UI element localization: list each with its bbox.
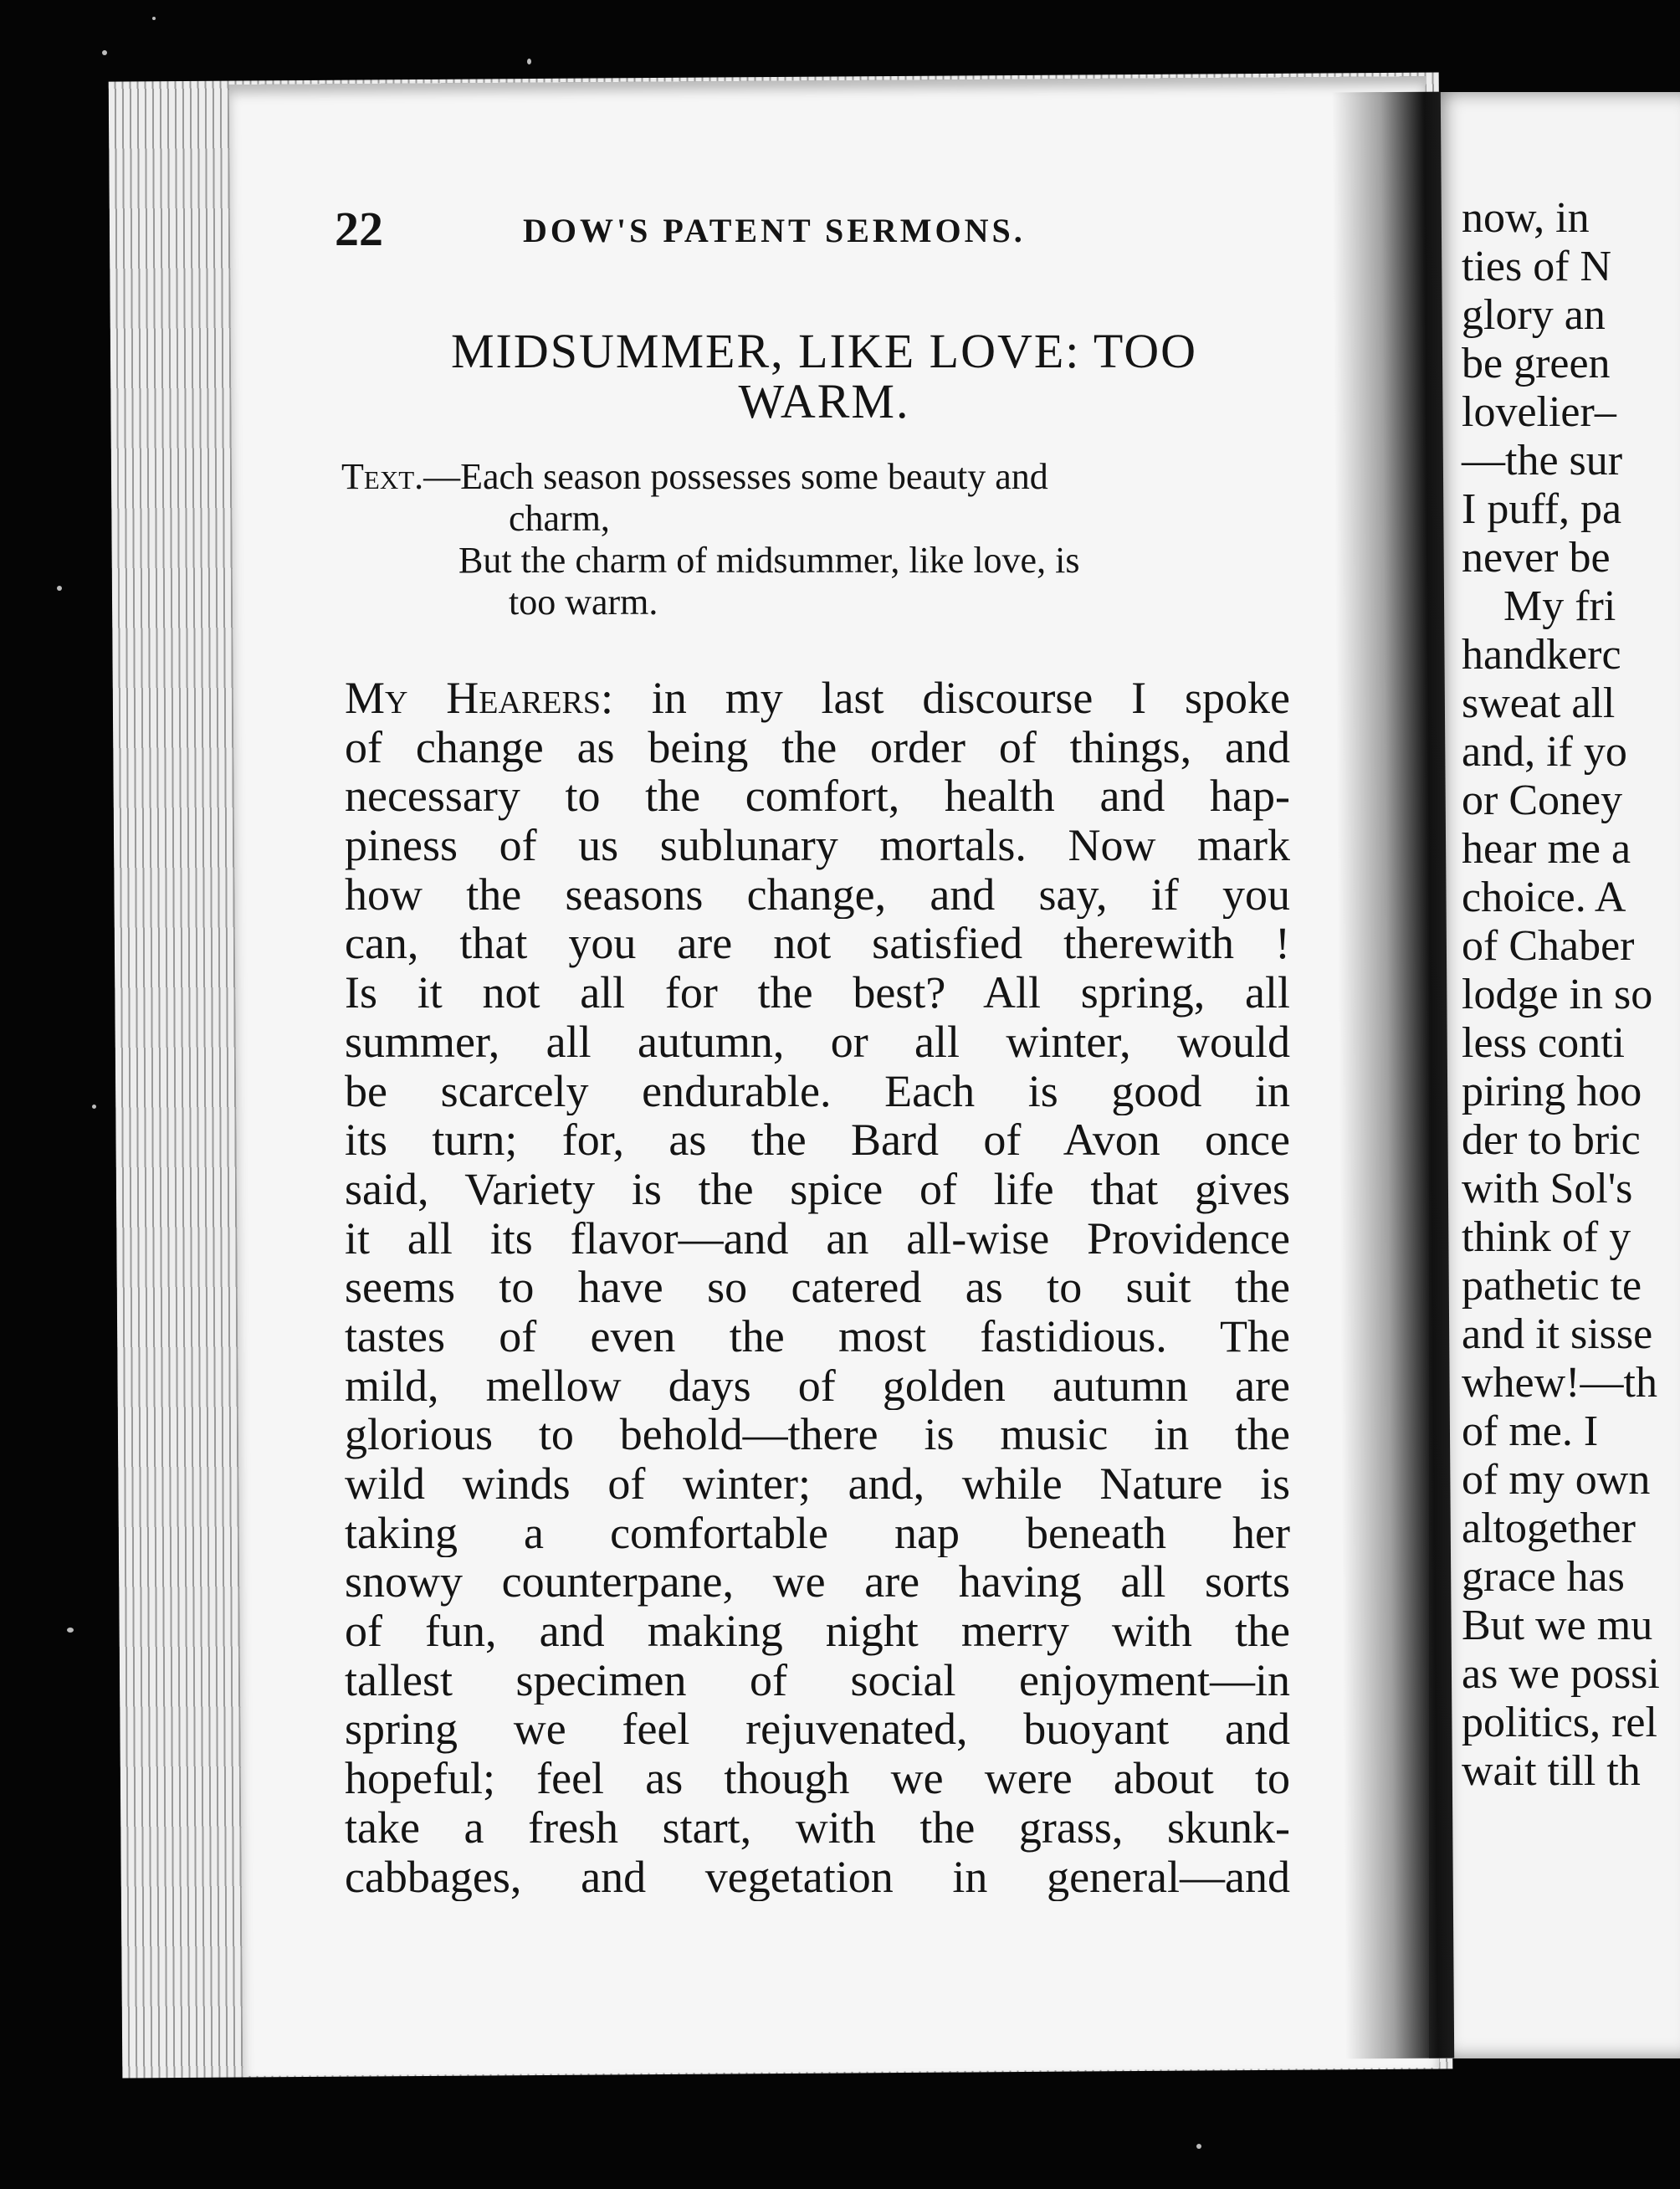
epigraph-line (341, 456, 1048, 498)
right-page-line: of my own (1462, 1456, 1651, 1504)
epigraph-text: —Each season possesses some beauty and (423, 456, 1048, 497)
right-page-line: or Coney (1462, 777, 1623, 824)
right-page-line: of Chaber (1462, 922, 1635, 970)
body-line: Is it not all for the best? All spring, all (345, 968, 1290, 1018)
body-line: summer, all autumn, or all winter, would (345, 1017, 1290, 1067)
body-line: necessary to the comfort, health and hap- (345, 772, 1290, 822)
right-page-line: whew!—th (1462, 1359, 1657, 1407)
right-page-line: der to bric (1462, 1116, 1641, 1164)
book-gutter (1332, 92, 1454, 2059)
body-line: cabbages, and vegetation in general—and (345, 1852, 1290, 1902)
body-line: it all its flavor—and an all-wise Providence (345, 1213, 1290, 1264)
right-page-line: choice. A (1462, 874, 1626, 921)
body-line: its turn; for, as the Bard of Avon once (345, 1115, 1290, 1165)
right-page-line: lovelier– (1462, 388, 1616, 436)
epigraph-line: charm, (509, 498, 610, 539)
body-line: mild, mellow days of golden autumn are (345, 1361, 1290, 1411)
dust-speck (1196, 2144, 1201, 2149)
dust-speck (102, 50, 107, 55)
dust-speck (527, 59, 531, 64)
dust-speck (57, 586, 62, 591)
right-page-text (1462, 194, 1680, 1796)
chapter-title (351, 326, 1297, 427)
right-page-line: pathetic te (1462, 1262, 1642, 1310)
right-page-line: as we possi (1462, 1650, 1660, 1698)
body-line: piness of us sublunary mortals. Now mark (345, 821, 1290, 870)
sermon-body (345, 674, 1290, 1901)
right-page-line: of me. I (1462, 1407, 1599, 1455)
right-page-line: altogether (1462, 1505, 1636, 1552)
body-line: seems to have so catered as to suit the (345, 1263, 1290, 1312)
right-page-line: now, in (1462, 194, 1590, 242)
body-line: can, that you are not satisfied therewith ! (345, 919, 1290, 969)
right-page-line: ties of N (1462, 243, 1612, 290)
chapter-title-line: WARM. (738, 374, 910, 428)
body-line (345, 674, 1290, 723)
body-line: wild winds of winter; and, while Nature is (345, 1459, 1290, 1509)
right-page-line: piring hoo (1462, 1068, 1642, 1115)
body-line: tastes of even the most fastidious. The (345, 1311, 1290, 1361)
right-page-line: My fri (1503, 582, 1616, 630)
right-page-line: be green (1462, 340, 1611, 387)
body-line: hopeful; feel as though we were about to (345, 1754, 1290, 1803)
page-number: 22 (335, 202, 383, 256)
right-page-line: and it sisse (1462, 1310, 1653, 1358)
chapter-title-line: MIDSUMMER, LIKE LOVE: TOO (450, 324, 1198, 378)
right-page-line: hear me a (1462, 825, 1631, 873)
body-line: how the seasons change, and say, if you (345, 869, 1290, 920)
body-line: be scarcely endurable. Each is good in (345, 1066, 1290, 1116)
dust-speck (67, 1628, 74, 1633)
body-line-text: : in my last discourse I spoke (601, 674, 1290, 723)
right-page-line: with Sol's (1462, 1165, 1633, 1212)
right-page-line: politics, rel (1462, 1699, 1657, 1746)
body-line: spring we feel rejuvenated, buoyant and (345, 1705, 1290, 1755)
right-page-line: and, if yo (1462, 728, 1627, 776)
right-page-line: think of y (1462, 1213, 1631, 1261)
body-line: of fun, and making night merry with the (345, 1607, 1290, 1656)
right-page-line: —the sur (1462, 437, 1623, 484)
salutation: My Hearers (345, 674, 601, 723)
right-page-line: lodge in so (1462, 971, 1653, 1018)
right-page-line: handkerc (1462, 631, 1621, 679)
right-page-line: But we mu (1462, 1602, 1653, 1649)
body-line: take a fresh start, with the grass, skunk- (345, 1802, 1290, 1853)
right-page-line: grace has (1462, 1553, 1625, 1601)
body-line: of change as being the order of things, and (345, 722, 1290, 772)
right-page-line: I puff, pa (1462, 485, 1622, 533)
body-line: glorious to behold—there is music in the (345, 1410, 1290, 1459)
running-head-title: DOW'S PATENT SERMONS. (523, 212, 1026, 249)
right-page-line: glory an (1462, 291, 1606, 339)
right-page-line: wait till th (1462, 1747, 1641, 1795)
body-line: said, Variety is the spice of life that gives (345, 1164, 1290, 1214)
right-page-line: never be (1462, 534, 1611, 582)
dust-speck (92, 1105, 96, 1109)
dust-speck (152, 17, 156, 20)
body-line: tallest specimen of social enjoyment—in (345, 1655, 1290, 1705)
epigraph-line: But the charm of midsummer, like love, is (458, 540, 1080, 581)
body-line: snowy counterpane, we are having all sorts (345, 1557, 1290, 1607)
right-page-line: less conti (1462, 1019, 1625, 1067)
body-line: taking a comfortable nap beneath her (345, 1508, 1290, 1558)
epigraph-line: too warm. (509, 582, 658, 623)
running-header (335, 201, 1171, 268)
epigraph-label: Text. (341, 456, 424, 497)
right-page-line: sweat all (1462, 679, 1616, 727)
